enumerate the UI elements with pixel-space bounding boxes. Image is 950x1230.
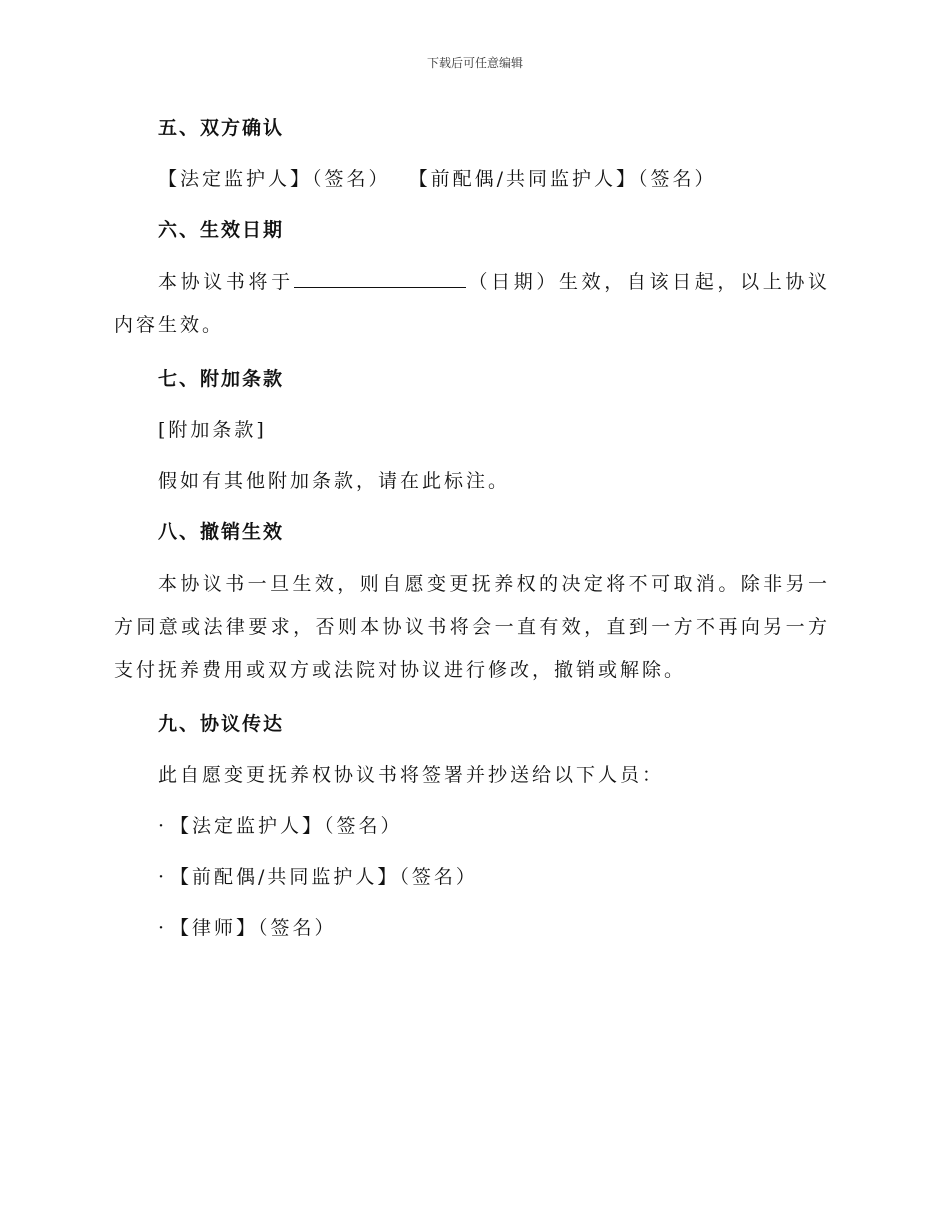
section-5-heading: 五、双方确认 [158, 117, 285, 139]
section-6-effective-date-paragraph [114, 261, 830, 347]
section-5-signature-line: 【法定监护人】（签名） 【前配偶/共同监护人】（签名） [158, 168, 717, 190]
section-8-paragraph: 本协议书一旦生效，则自愿变更抚养权的决定将不可取消。除非另一方同意或法律要求，否则本协议书将会一直有效，直到一方不再向另一方支付抚养费用或双方或法院对协议进行修改，撤销或解除。 [114, 573, 830, 681]
section-7-heading: 七、附加条款 [158, 368, 285, 390]
section-7-placeholder: [附加条款] [158, 419, 267, 441]
section-7-note: 假如有其他附加条款，请在此标注。 [158, 470, 511, 492]
section-9-intro: 此自愿变更抚养权协议书将签署并抄送给以下人员： [158, 764, 665, 786]
section-6-heading: 六、生效日期 [158, 219, 285, 241]
section-9-heading: 九、协议传达 [158, 713, 285, 735]
effective-date-prefix: 本协议书将于 [158, 271, 294, 293]
bullet-icon: · [158, 866, 165, 888]
effective-date-suffix: （日期）生效，自该日起，以上协议内容生效。 [114, 271, 830, 336]
recipient-ex-spouse: 【前配偶/共同监护人】（签名） [170, 866, 478, 888]
page-header-note: 下载后可任意编辑 [426, 56, 523, 70]
effective-date-blank[interactable] [294, 269, 466, 288]
section-8-heading: 八、撤销生效 [158, 521, 285, 543]
recipient-lawyer: 【律师】（签名） [170, 917, 337, 939]
list-item [158, 806, 830, 846]
list-item [158, 857, 830, 897]
bullet-icon: · [158, 815, 165, 837]
recipient-guardian: 【法定监护人】（签名） [170, 815, 403, 837]
list-item [158, 908, 830, 948]
document-body [114, 108, 830, 948]
bullet-icon: · [158, 917, 165, 939]
